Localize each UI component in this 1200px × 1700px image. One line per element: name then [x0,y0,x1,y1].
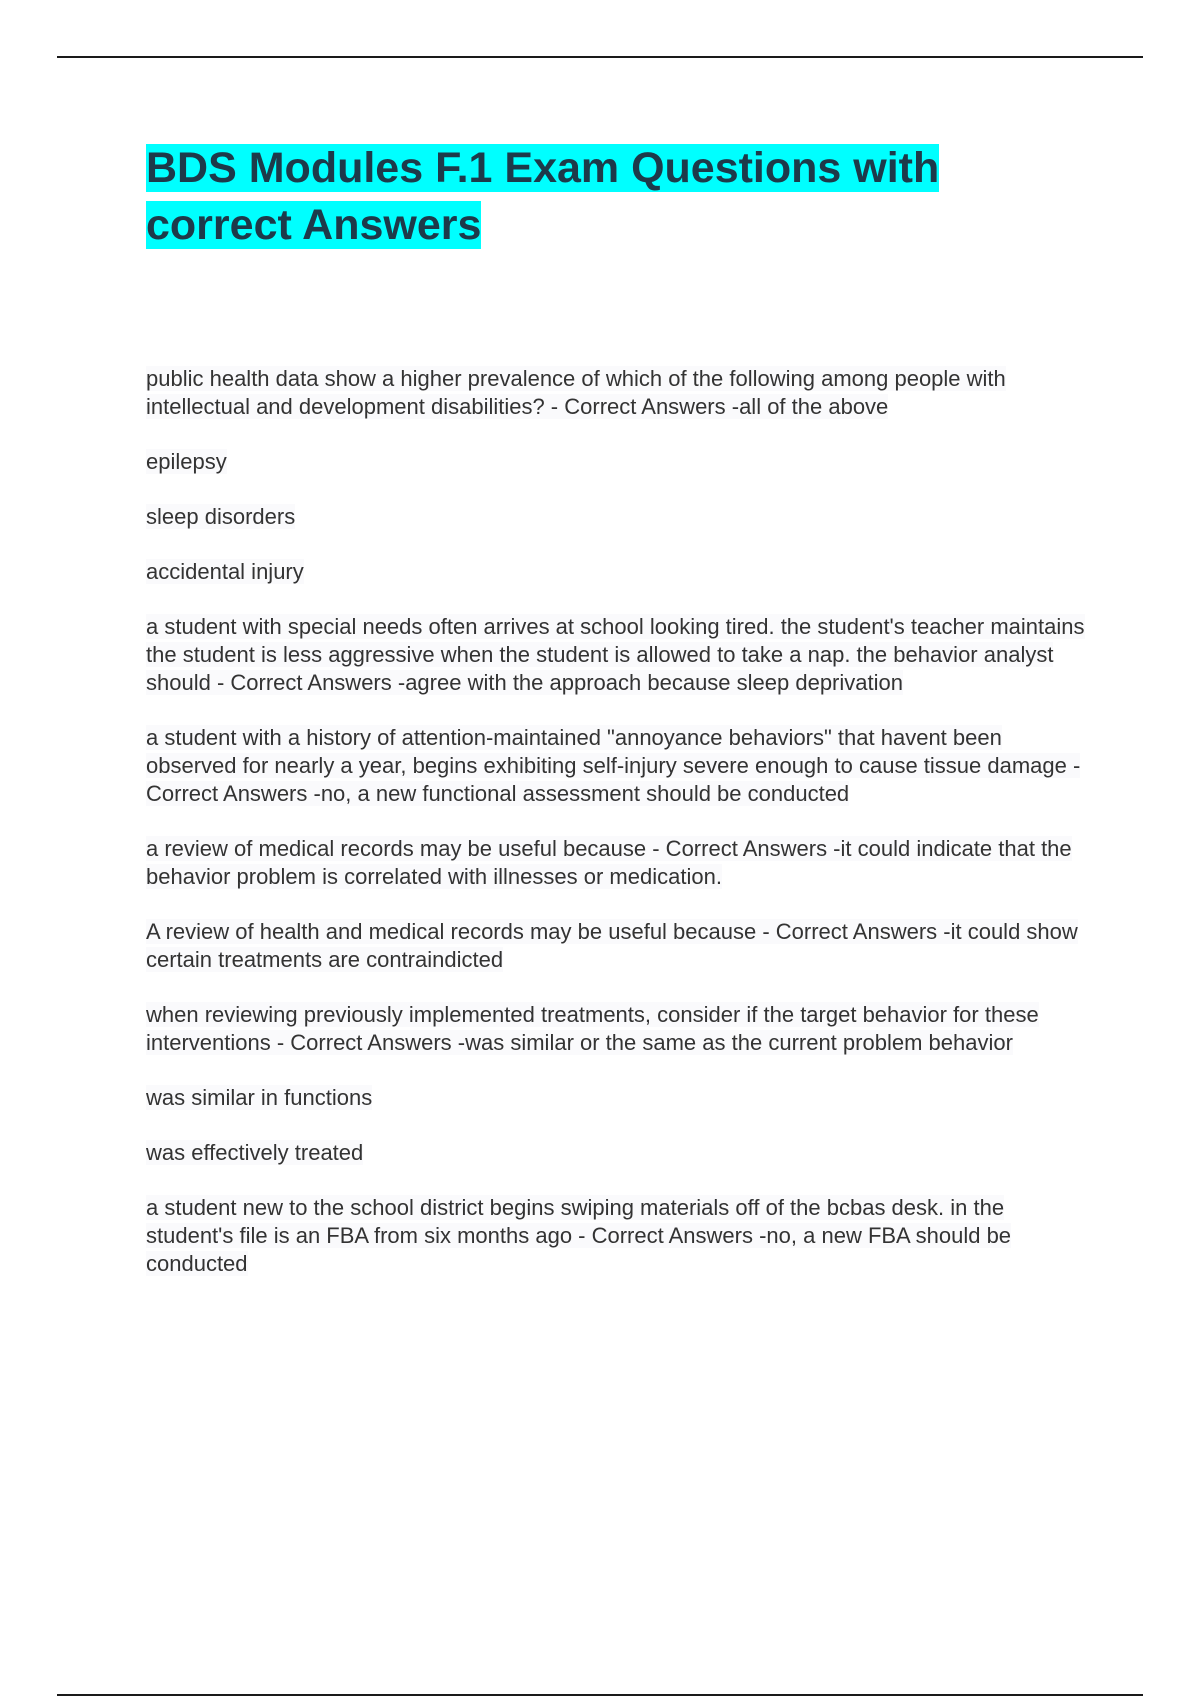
footer-rule [57,1694,1143,1696]
qa-paragraph-text: a student with special needs often arrives at school looking tired. the student's teacher maintains the student is less aggressive when the student is allowed to take a nap. the behavior analyst should - Correct Answers -agree with the approach because sleep deprivation [146,614,1085,695]
qa-paragraph-2 [146,613,1096,697]
answer-option-1 [146,448,1096,476]
header-rule [57,56,1143,58]
answer-option-text: accidental injury [146,559,304,584]
answer-option-3 [146,558,1096,586]
qa-list [146,365,1096,1278]
document-title [146,140,1096,254]
qa-paragraph-6 [146,1001,1096,1057]
qa-paragraph-text: A review of health and medical records may be useful because - Correct Answers -it could show certain treatments are contraindicted [146,919,1078,972]
answer-option-text: was effectively treated [146,1140,364,1165]
qa-paragraph-7 [146,1194,1096,1278]
qa-paragraph-4 [146,835,1096,891]
answer-option-2 [146,503,1096,531]
answer-option-5 [146,1139,1096,1167]
answer-option-text: was similar in functions [146,1085,373,1110]
qa-paragraph-1 [146,365,1096,421]
qa-paragraph-text: when reviewing previously implemented treatments, consider if the target behavior for these interventions - Correct Answers -was similar or the same as the current problem behavior [146,1002,1039,1055]
qa-paragraph-text: a review of medical records may be useful because - Correct Answers -it could indicate that the behavior problem is correlated with illnesses or medication. [146,836,1072,889]
qa-paragraph-text: public health data show a higher prevalence of which of the following among people with intellectual and development disabilities? - Correct Answers -all of the above [146,366,1006,419]
qa-paragraph-text: a student new to the school district begins swiping materials off of the bcbas desk. in the student's file is an FBA from six months ago - Correct Answers -no, a new FBA should be conducted [146,1195,1012,1276]
document-body [146,140,1096,1305]
qa-paragraph-text: a student with a history of attention-maintained "annoyance behaviors" that havent been observed for nearly a year, begins exhibiting self-injury severe enough to cause tissue damage - Correct Answers -no, a new functional assessment should be conducted [146,725,1081,806]
qa-paragraph-5 [146,918,1096,974]
document-title-text: BDS Modules F.1 Exam Questions with correct Answers [146,144,940,249]
answer-option-text: epilepsy [146,449,227,474]
answer-option-text: sleep disorders [146,504,296,529]
answer-option-4 [146,1084,1096,1112]
qa-paragraph-3 [146,724,1096,808]
